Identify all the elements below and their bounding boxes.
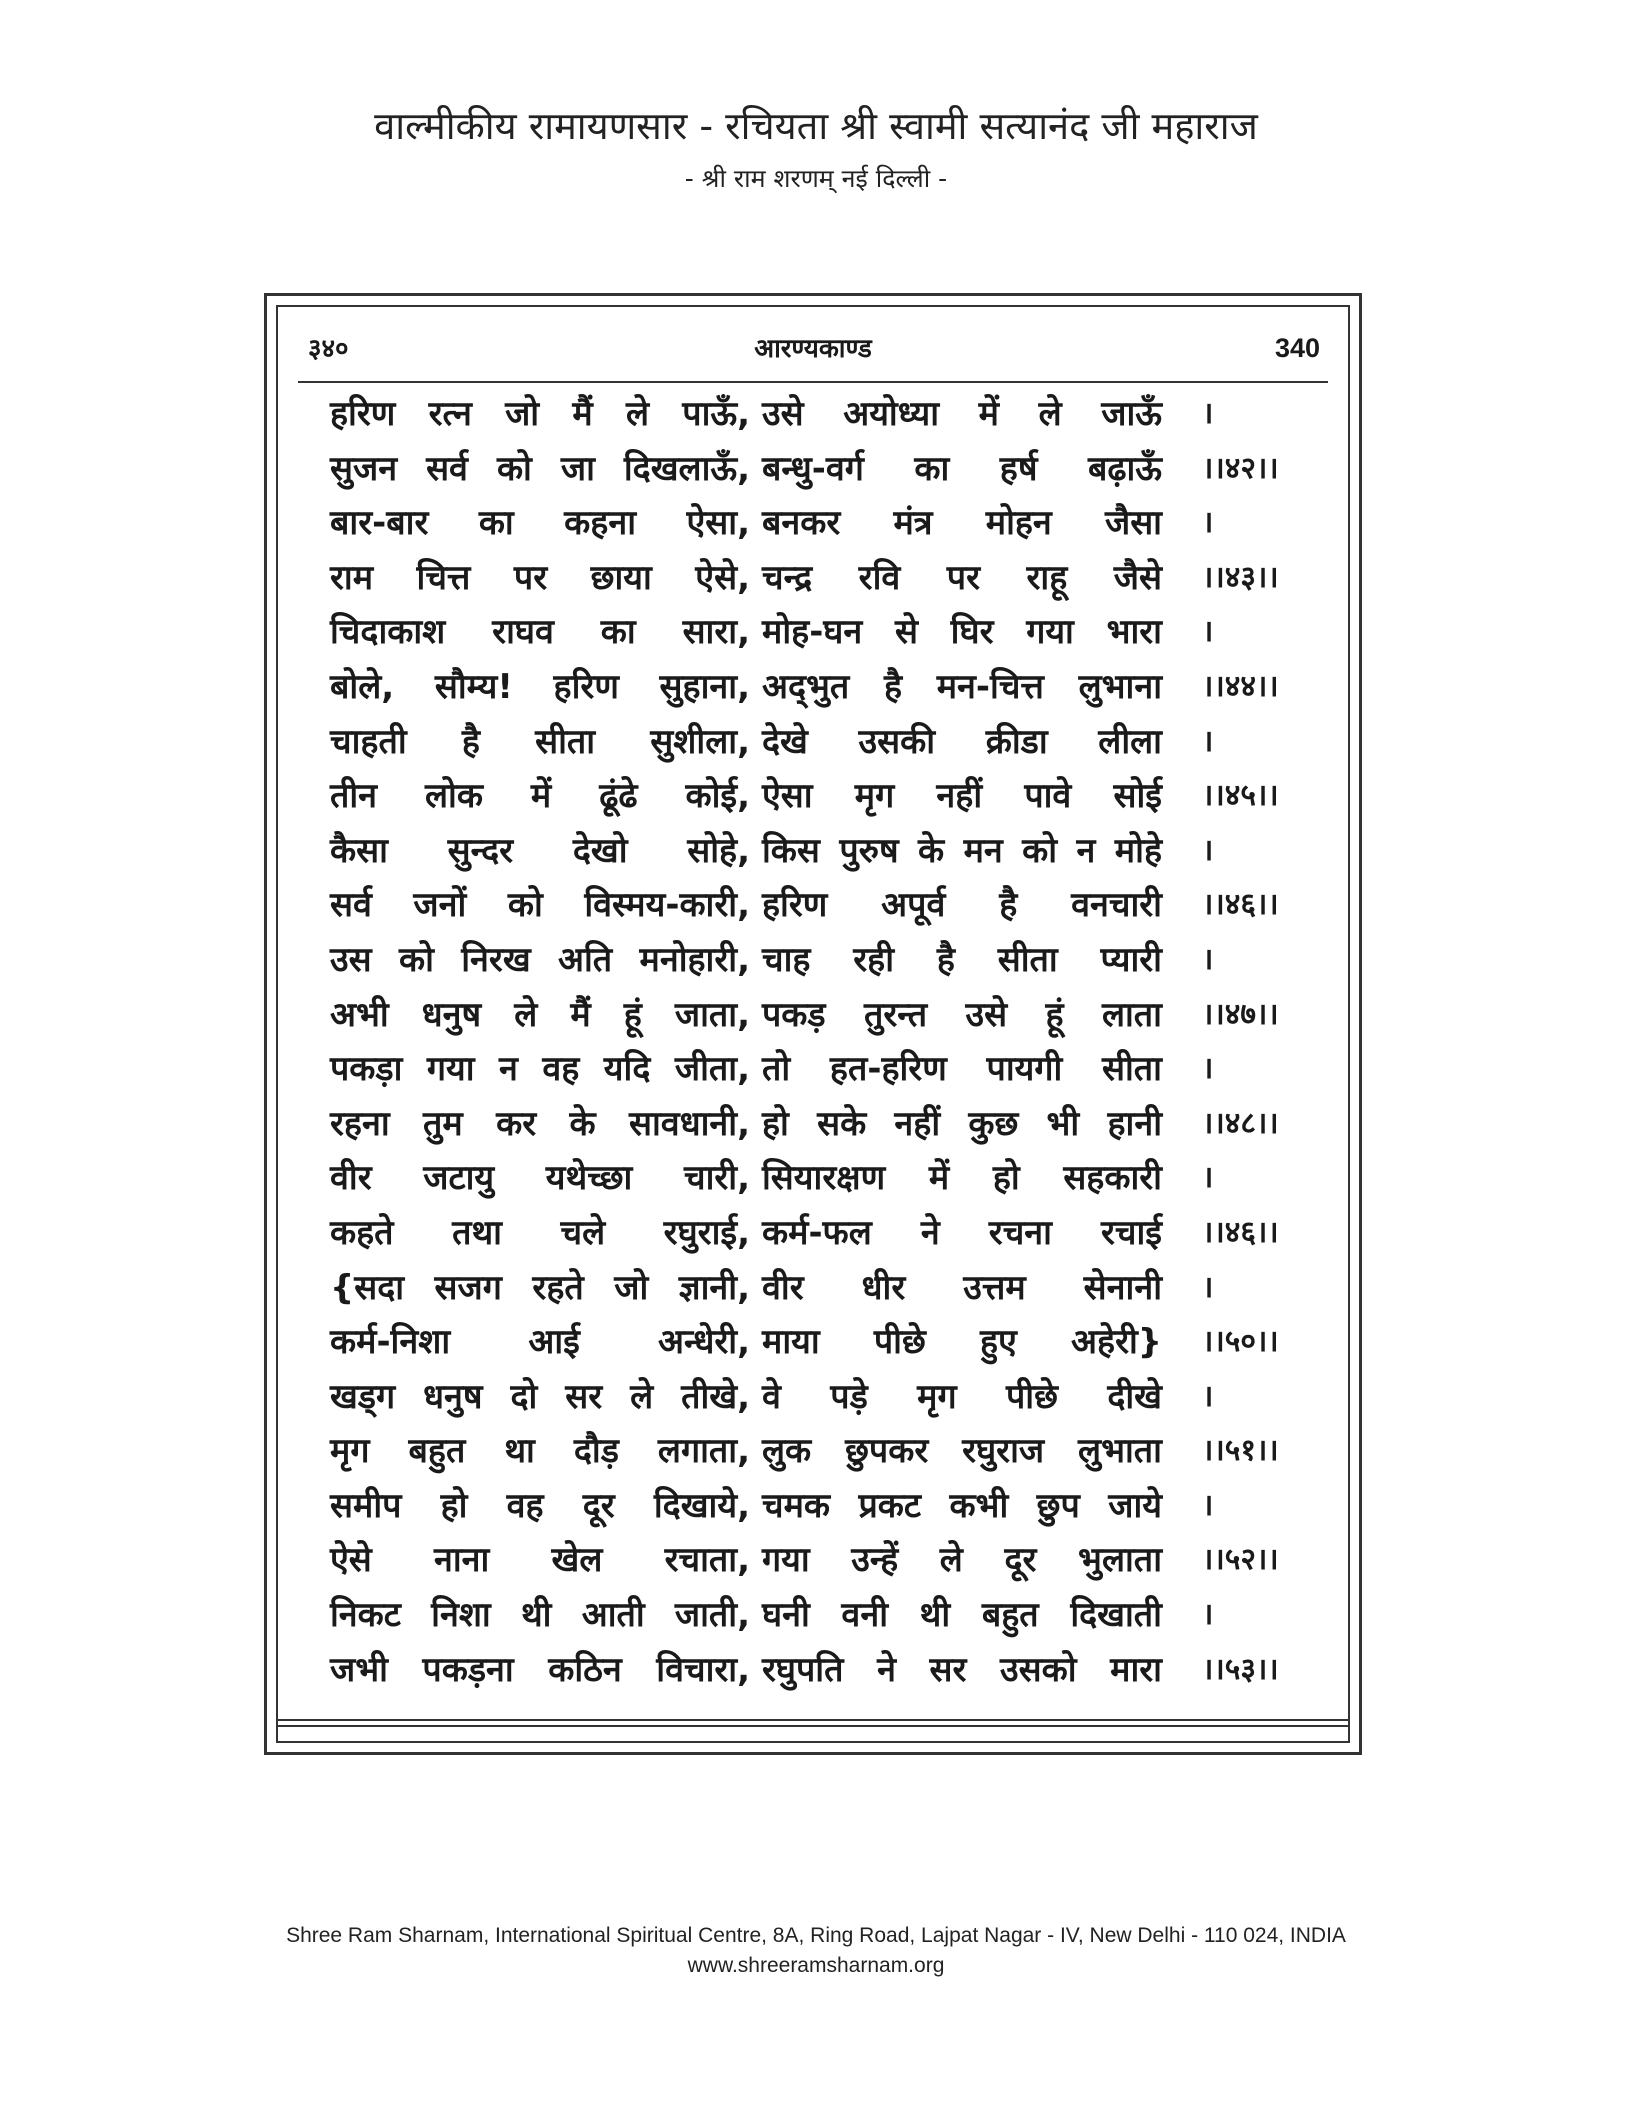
verse-first-half: कैसा सुन्दर देखो सोहे, [330, 830, 750, 871]
verse-first-half: पकड़ा गया न वह यदि जीता, [330, 1049, 750, 1090]
verse-first-half: सुजन सर्व को जा दिखलाऊँ, [330, 448, 750, 489]
frame-bottom-rule [278, 1719, 1348, 1727]
verse-second-half: हरिण अपूर्व है वनचारी [762, 885, 1162, 926]
verse-second-half: किस पुरुष के मन को न मोहे [762, 830, 1162, 871]
verse-line [330, 1315, 1330, 1370]
verse-mark: ।।४३।। [1202, 559, 1279, 595]
verse-mark: । [1202, 505, 1214, 541]
verse-second-half: चमक प्रकट कभी छुप जाये [762, 1485, 1162, 1526]
verse-line [330, 496, 1330, 551]
verse-second-half: तो हत-हरिण पायगी सीता [762, 1049, 1162, 1090]
verse-first-half: राम चित्त पर छाया ऐसे, [330, 557, 750, 598]
section-title: आरण्यकाण्ड [754, 334, 872, 364]
verse-first-half: हरिण रत्न जो मैं ले पाऊँ, [330, 394, 750, 434]
verse-line [330, 1424, 1330, 1479]
verse-first-half: चाहती है सीता सुशीला, [330, 721, 750, 762]
verse-line [330, 1042, 1330, 1097]
verse-line [330, 1533, 1330, 1588]
verse-line [330, 1261, 1330, 1316]
verse-first-half: {सदा सजग रहते जो ज्ञानी, [330, 1267, 750, 1308]
verse-second-half: लुक छुपकर रघुराज लुभाता [762, 1431, 1162, 1472]
verse-second-half: चन्द्र रवि पर राहू जैसे [762, 557, 1162, 598]
verse-first-half: बोले, सौम्य! हरिण सुहाना, [330, 666, 750, 707]
header-subtitle: - श्री राम शरणम् नई दिल्ली - [684, 164, 948, 193]
verse-second-half: पकड़ तुरन्त उसे हूं लाता [762, 994, 1162, 1035]
verse-first-half: वीर जटायु यथेच्छा चारी, [330, 1158, 750, 1199]
verse-mark: ।।५१।। [1202, 1433, 1279, 1469]
verse-mark: ।।५३।। [1202, 1651, 1279, 1687]
verse-mark: । [1202, 832, 1214, 868]
verse-line [330, 988, 1330, 1043]
verse-second-half: वे पड़े मृग पीछे दीखे [762, 1376, 1162, 1417]
verse-line [330, 442, 1330, 497]
verse-first-half: अभी धनुष ले मैं हूं जाता, [330, 994, 750, 1035]
verse-second-half: घनी वनी थी बहुत दिखाती [762, 1595, 1162, 1636]
verse-first-half: चिदाकाश राघव का सारा, [330, 612, 750, 653]
page-number-devanagari: ३४० [308, 334, 349, 364]
verse-line [330, 660, 1330, 715]
verse-first-half: निकट निशा थी आती जाती, [330, 1595, 750, 1636]
verse-first-half: रहना तुम कर के सावधानी, [330, 1103, 750, 1144]
text-frame-inner [276, 305, 1350, 1743]
verse-line [330, 387, 1330, 442]
verse-second-half: हो सके नहीं कुछ भी हानी [762, 1103, 1162, 1144]
verse-first-half: तीन लोक में ढूंढे कोई, [330, 776, 750, 817]
page-header [0, 100, 1632, 196]
page-footer [0, 1921, 1632, 1981]
verse-line [330, 605, 1330, 660]
verse-first-half: खड्ग धनुष दो सर ले तीखे, [330, 1376, 750, 1417]
verse-line [330, 1588, 1330, 1643]
header-title: वाल्मीकीय रामायणसार - रचियता श्री स्वामी सत्यानंद जी महाराज [374, 104, 1258, 148]
verse-mark: । [1202, 941, 1214, 977]
verse-line [330, 1370, 1330, 1425]
header-divider [298, 381, 1328, 383]
verse-line [330, 878, 1330, 933]
verse-second-half: बनकर मंत्र मोहन जैसा [762, 503, 1162, 544]
verse-second-half: बन्धु-वर्ग का हर्ष बढ़ाऊँ [762, 448, 1162, 489]
verse-first-half: सर्व जनों को विस्मय-कारी, [330, 885, 750, 926]
verse-mark: ।।४६।। [1202, 1214, 1279, 1250]
verse-second-half: देखे उसकी क्रीडा लीला [762, 721, 1162, 762]
verse-first-half: कहते तथा चले रघुराई, [330, 1212, 750, 1253]
verse-first-half: बार-बार का कहना ऐसा, [330, 503, 750, 544]
verse-first-half: कर्म-निशा आई अन्धेरी, [330, 1322, 750, 1363]
verse-mark: ।।४८।। [1202, 1105, 1279, 1141]
footer-website: www.shreeramsharnam.org [687, 1954, 945, 1977]
verse-mark: । [1202, 614, 1214, 650]
verse-mark: ।।४५।। [1202, 778, 1279, 814]
verse-line [330, 933, 1330, 988]
verse-mark: । [1202, 396, 1214, 431]
running-head [298, 329, 1328, 373]
verse-second-half: रघुपति ने सर उसको मारा [762, 1649, 1162, 1690]
verse-mark: ।।४७।। [1202, 996, 1279, 1032]
verse-second-half: माया पीछे हुए अहेरी} [762, 1322, 1162, 1363]
verse-second-half: कर्म-फल ने रचना रचाई [762, 1212, 1162, 1253]
verse-line [330, 1479, 1330, 1534]
verse-first-half: मृग बहुत था दौड़ लगाता, [330, 1431, 750, 1472]
verse-mark: । [1202, 723, 1214, 759]
verse-first-half: ऐसे नाना खेल रचाता, [330, 1540, 750, 1581]
verse-second-half: अद्‌भुत है मन-चित्त लुभाना [762, 666, 1162, 707]
verse-second-half: चाह रही है सीता प्यारी [762, 939, 1162, 980]
verse-line [330, 1206, 1330, 1261]
verse-line [330, 1097, 1330, 1152]
verse-mark: । [1202, 1597, 1214, 1633]
verse-mark: ।।४२।। [1202, 450, 1279, 486]
verse-mark: ।।४४।। [1202, 668, 1279, 704]
verse-second-half: मोह-घन से घिर गया भारा [762, 612, 1162, 653]
verse-mark: ।।५०।। [1202, 1324, 1279, 1360]
verse-line [330, 1151, 1330, 1206]
verse-mark: । [1202, 1160, 1214, 1196]
page-number-latin: 340 [1274, 333, 1320, 363]
verse-line [330, 551, 1330, 606]
verse-second-half: ऐसा मृग नहीं पावे सोई [762, 776, 1162, 817]
footer-address: Shree Ram Sharnam, International Spiritual Centre, 8A, Ring Road, Lajpat Nagar - IV, New Delhi - 110 024, INDIA [286, 1924, 1346, 1947]
verse-mark: । [1202, 1378, 1214, 1414]
verse-mark: ।।४६।। [1202, 887, 1279, 923]
verse-mark: । [1202, 1269, 1214, 1305]
verse-mark: । [1202, 1487, 1214, 1523]
verse-first-half: उस को निरख अति मनोहारी, [330, 939, 750, 980]
verse-line [330, 769, 1330, 824]
text-frame [264, 293, 1362, 1755]
verse-second-half: वीर धीर उत्तम सेनानी [762, 1267, 1162, 1308]
verse-second-half: उसे अयोध्या में ले जाऊँ [762, 394, 1162, 434]
verse-list [330, 387, 1330, 1697]
verse-second-half: सियारक्षण में हो सहकारी [762, 1158, 1162, 1199]
verse-mark: ।।५२।। [1202, 1542, 1279, 1578]
verse-first-half: समीप हो वह दूर दिखाये, [330, 1485, 750, 1526]
verse-first-half: जभी पकड़ना कठिन विचारा, [330, 1649, 750, 1690]
verse-line [330, 1643, 1330, 1698]
verse-line [330, 824, 1330, 879]
verse-second-half: गया उन्हें ले दूर भुलाता [762, 1540, 1162, 1581]
verse-line [330, 715, 1330, 770]
verse-mark: । [1202, 1051, 1214, 1087]
